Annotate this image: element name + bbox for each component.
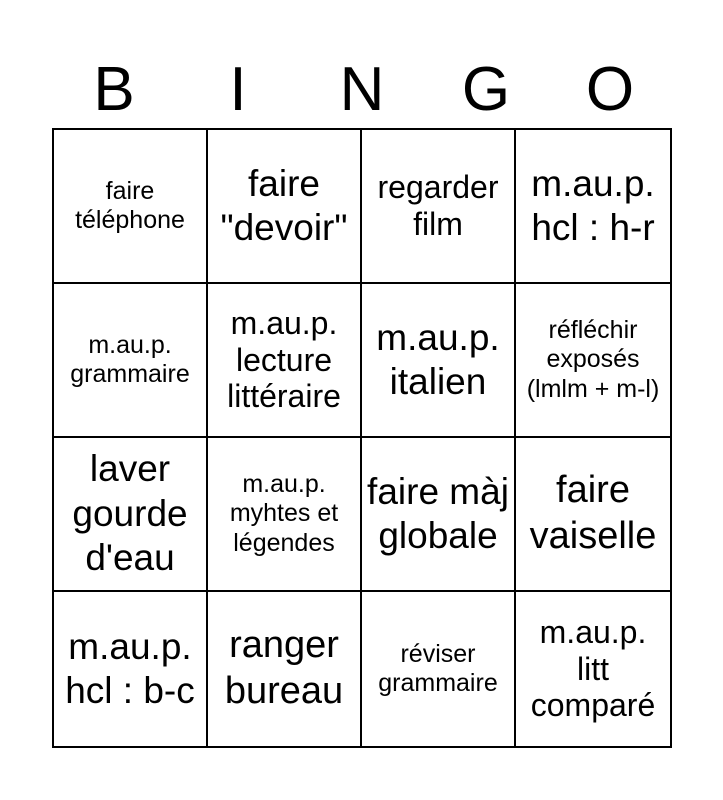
bingo-cell-text: réviser grammaire (378, 639, 498, 697)
bingo-cell-text: m.au.p. hcl : h-r (531, 162, 655, 248)
bingo-cell-text: regarder film (377, 169, 499, 242)
bingo-cell[interactable] (516, 130, 670, 284)
bingo-cell-text: faire màj globale (367, 470, 509, 556)
header-letter-g: G (461, 55, 511, 124)
header-letter-n: N (339, 55, 385, 124)
bingo-cell[interactable] (208, 130, 362, 284)
header-letter-b: B (93, 55, 135, 124)
bingo-cell-text: m.au.p. lecture littéraire (227, 304, 341, 415)
bingo-cell-text: m.au.p. hcl : b-c (65, 625, 195, 711)
bingo-cell-text: faire vaiselle (529, 469, 657, 557)
bingo-cell[interactable] (362, 284, 516, 438)
bingo-cell[interactable] (362, 438, 516, 592)
bingo-cell[interactable] (516, 284, 670, 438)
bingo-header (52, 52, 672, 128)
bingo-cell[interactable] (54, 284, 208, 438)
bingo-cell[interactable] (208, 438, 362, 592)
bingo-cell[interactable] (208, 284, 362, 438)
header-letter-o: O (585, 55, 635, 124)
bingo-cell[interactable] (54, 592, 208, 746)
bingo-cell-text: m.au.p. grammaire (70, 330, 190, 388)
bingo-cell[interactable] (362, 130, 516, 284)
bingo-cell[interactable] (516, 592, 670, 746)
bingo-cell[interactable] (54, 130, 208, 284)
bingo-cell-text: m.au.p. italien (376, 316, 500, 402)
bingo-cell[interactable] (54, 438, 208, 592)
bingo-cell-text: laver gourde d'eau (72, 448, 188, 579)
bingo-cell-text: ranger bureau (224, 624, 344, 712)
bingo-grid (52, 128, 672, 748)
bingo-cell[interactable] (362, 592, 516, 746)
bingo-cell-text: réfléchir exposés (lmlm + m-l) (526, 315, 660, 403)
header-letter-i: I (229, 55, 247, 124)
bingo-cell[interactable] (208, 592, 362, 746)
bingo-cell-text: faire "devoir" (220, 162, 348, 248)
bingo-cell-text: m.au.p. myhtes et légendes (229, 469, 339, 557)
bingo-cell-text: m.au.p. litt comparé (530, 613, 656, 724)
bingo-cell[interactable] (516, 438, 670, 592)
bingo-cell-text: faire téléphone (75, 176, 185, 234)
